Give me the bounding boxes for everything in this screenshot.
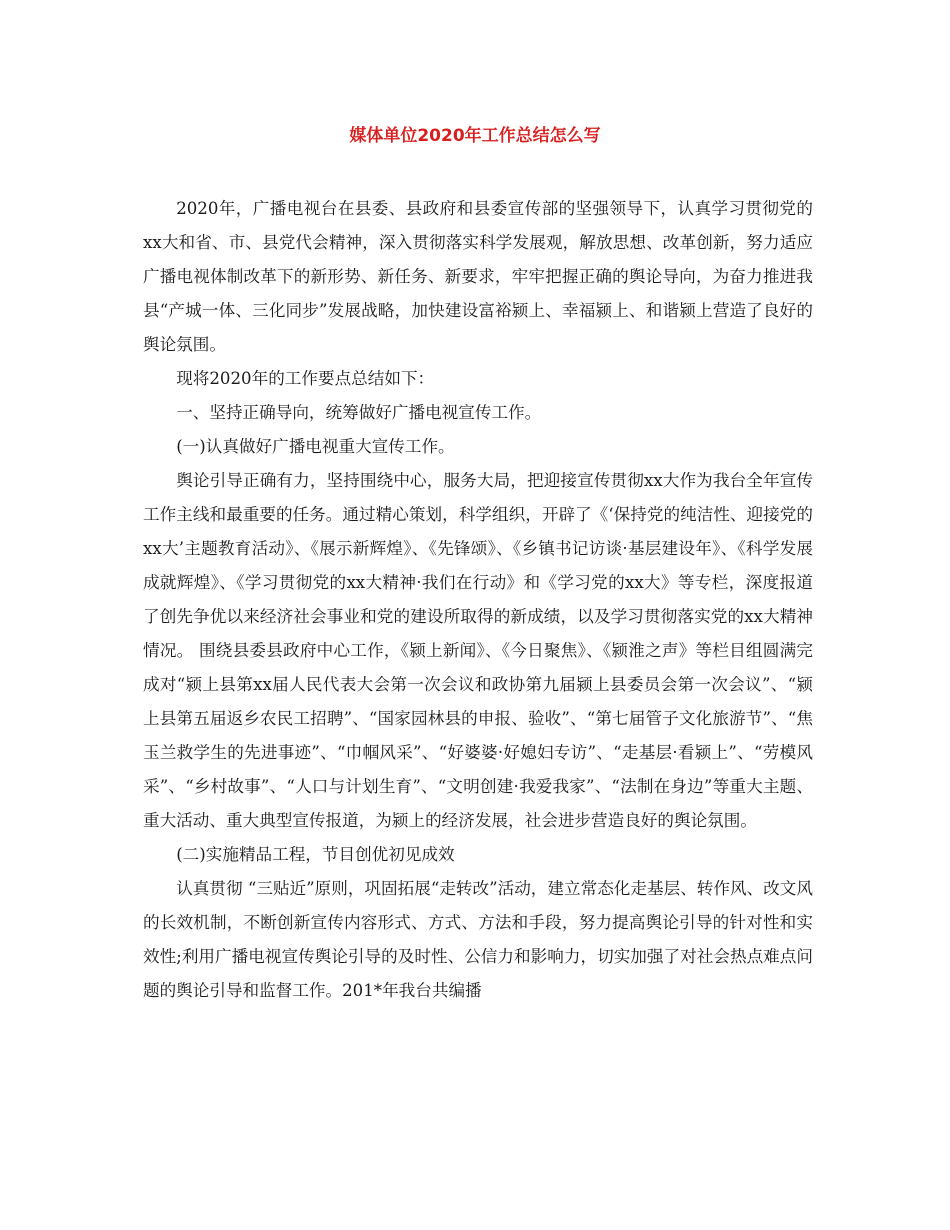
subsection-heading-2: (二)实施精品工程，节目创优初见成效	[176, 845, 455, 864]
paragraph-publicity: 舆论引导正确有力，坚持围绕中心，服务大局，把迎接宣传贯彻xx大作为我台全年宣传工作主线和最重要的任务。通过精心策划，科学组织，开辟了《‘保持党的纯洁性、迎接党的xx大’主题教育活动》、《展示新辉煌》、《先锋颂》、《乡镇书记访谈·基层建设年》、《科学发展成就辉煌》、《学习贯彻党的xx大精神·我们在行动》和《学习党的xx大》等专栏，深度报道了创先争优以来经济社会事业和党的建设所取得的新成绩，以及学习贯彻落实党的xx大精神情况。 围绕县委县政府中心工作，《颍上新闻》、《今日聚焦》、《颍淮之声》等栏目组圆满完成对“颍上县第xx届人民代表大会第一次会议和政协第九届颍上县委员会第一次会议”、“颍上县第五届返乡农民工招聘”、“国家园林县的申报、验收”、“第七届管子文化旅游节”、“焦玉兰救学生的先进事迹”、“巾帼风采”、“好婆婆·好媳妇专访”、“走基层·看颍上”、“劳模风采”、“乡村故事”、“人口与计划生育”、“文明创建·我爱我家”、“法制在身边”等重大主题、重大活动、重大典型宣传报道，为颍上的经济发展，社会进步营造良好的舆论氛围。	[143, 471, 813, 830]
paragraph-quality-project: 认真贯彻 “三贴近”原则，巩固拓展“走转改”活动，建立常态化走基层、转作风、改文风的长效机制，不断创新宣传内容形式、方式、方法和手段，努力提高舆论引导的针对性和实效性;利用广播电视宣传舆论引导的及时性、公信力和影响力，切实加强了对社会热点难点问题的舆论引导和监督工作。201*年我台共编播	[143, 879, 813, 1000]
subsection-heading-1: (一)认真做好广播电视重大宣传工作。	[176, 437, 455, 456]
document-title: 媒体单位2020年工作总结怎么写	[349, 126, 601, 146]
paragraph-summary-lead: 现将2020年的工作要点总结如下：	[176, 369, 435, 388]
paragraph-intro: 2020年，广播电视台在县委、县政府和县委宣传部的坚强领导下，认真学习贯彻党的xx大和省、市、县党代会精神，深入贯彻落实科学发展观，解放思想、改革创新，努力适应广播电视体制改革下的新形势、新任务、新要求，牢牢把握正确的舆论导向，为奋力推进我县“产城一体、三化同步”发展战略，加快建设富裕颍上、幸福颍上、和谐颍上营造了良好的舆论氛围。	[143, 199, 813, 354]
document-body	[143, 192, 813, 1008]
section-heading-1: 一、坚持正确导向，统筹做好广播电视宣传工作。	[176, 403, 542, 422]
